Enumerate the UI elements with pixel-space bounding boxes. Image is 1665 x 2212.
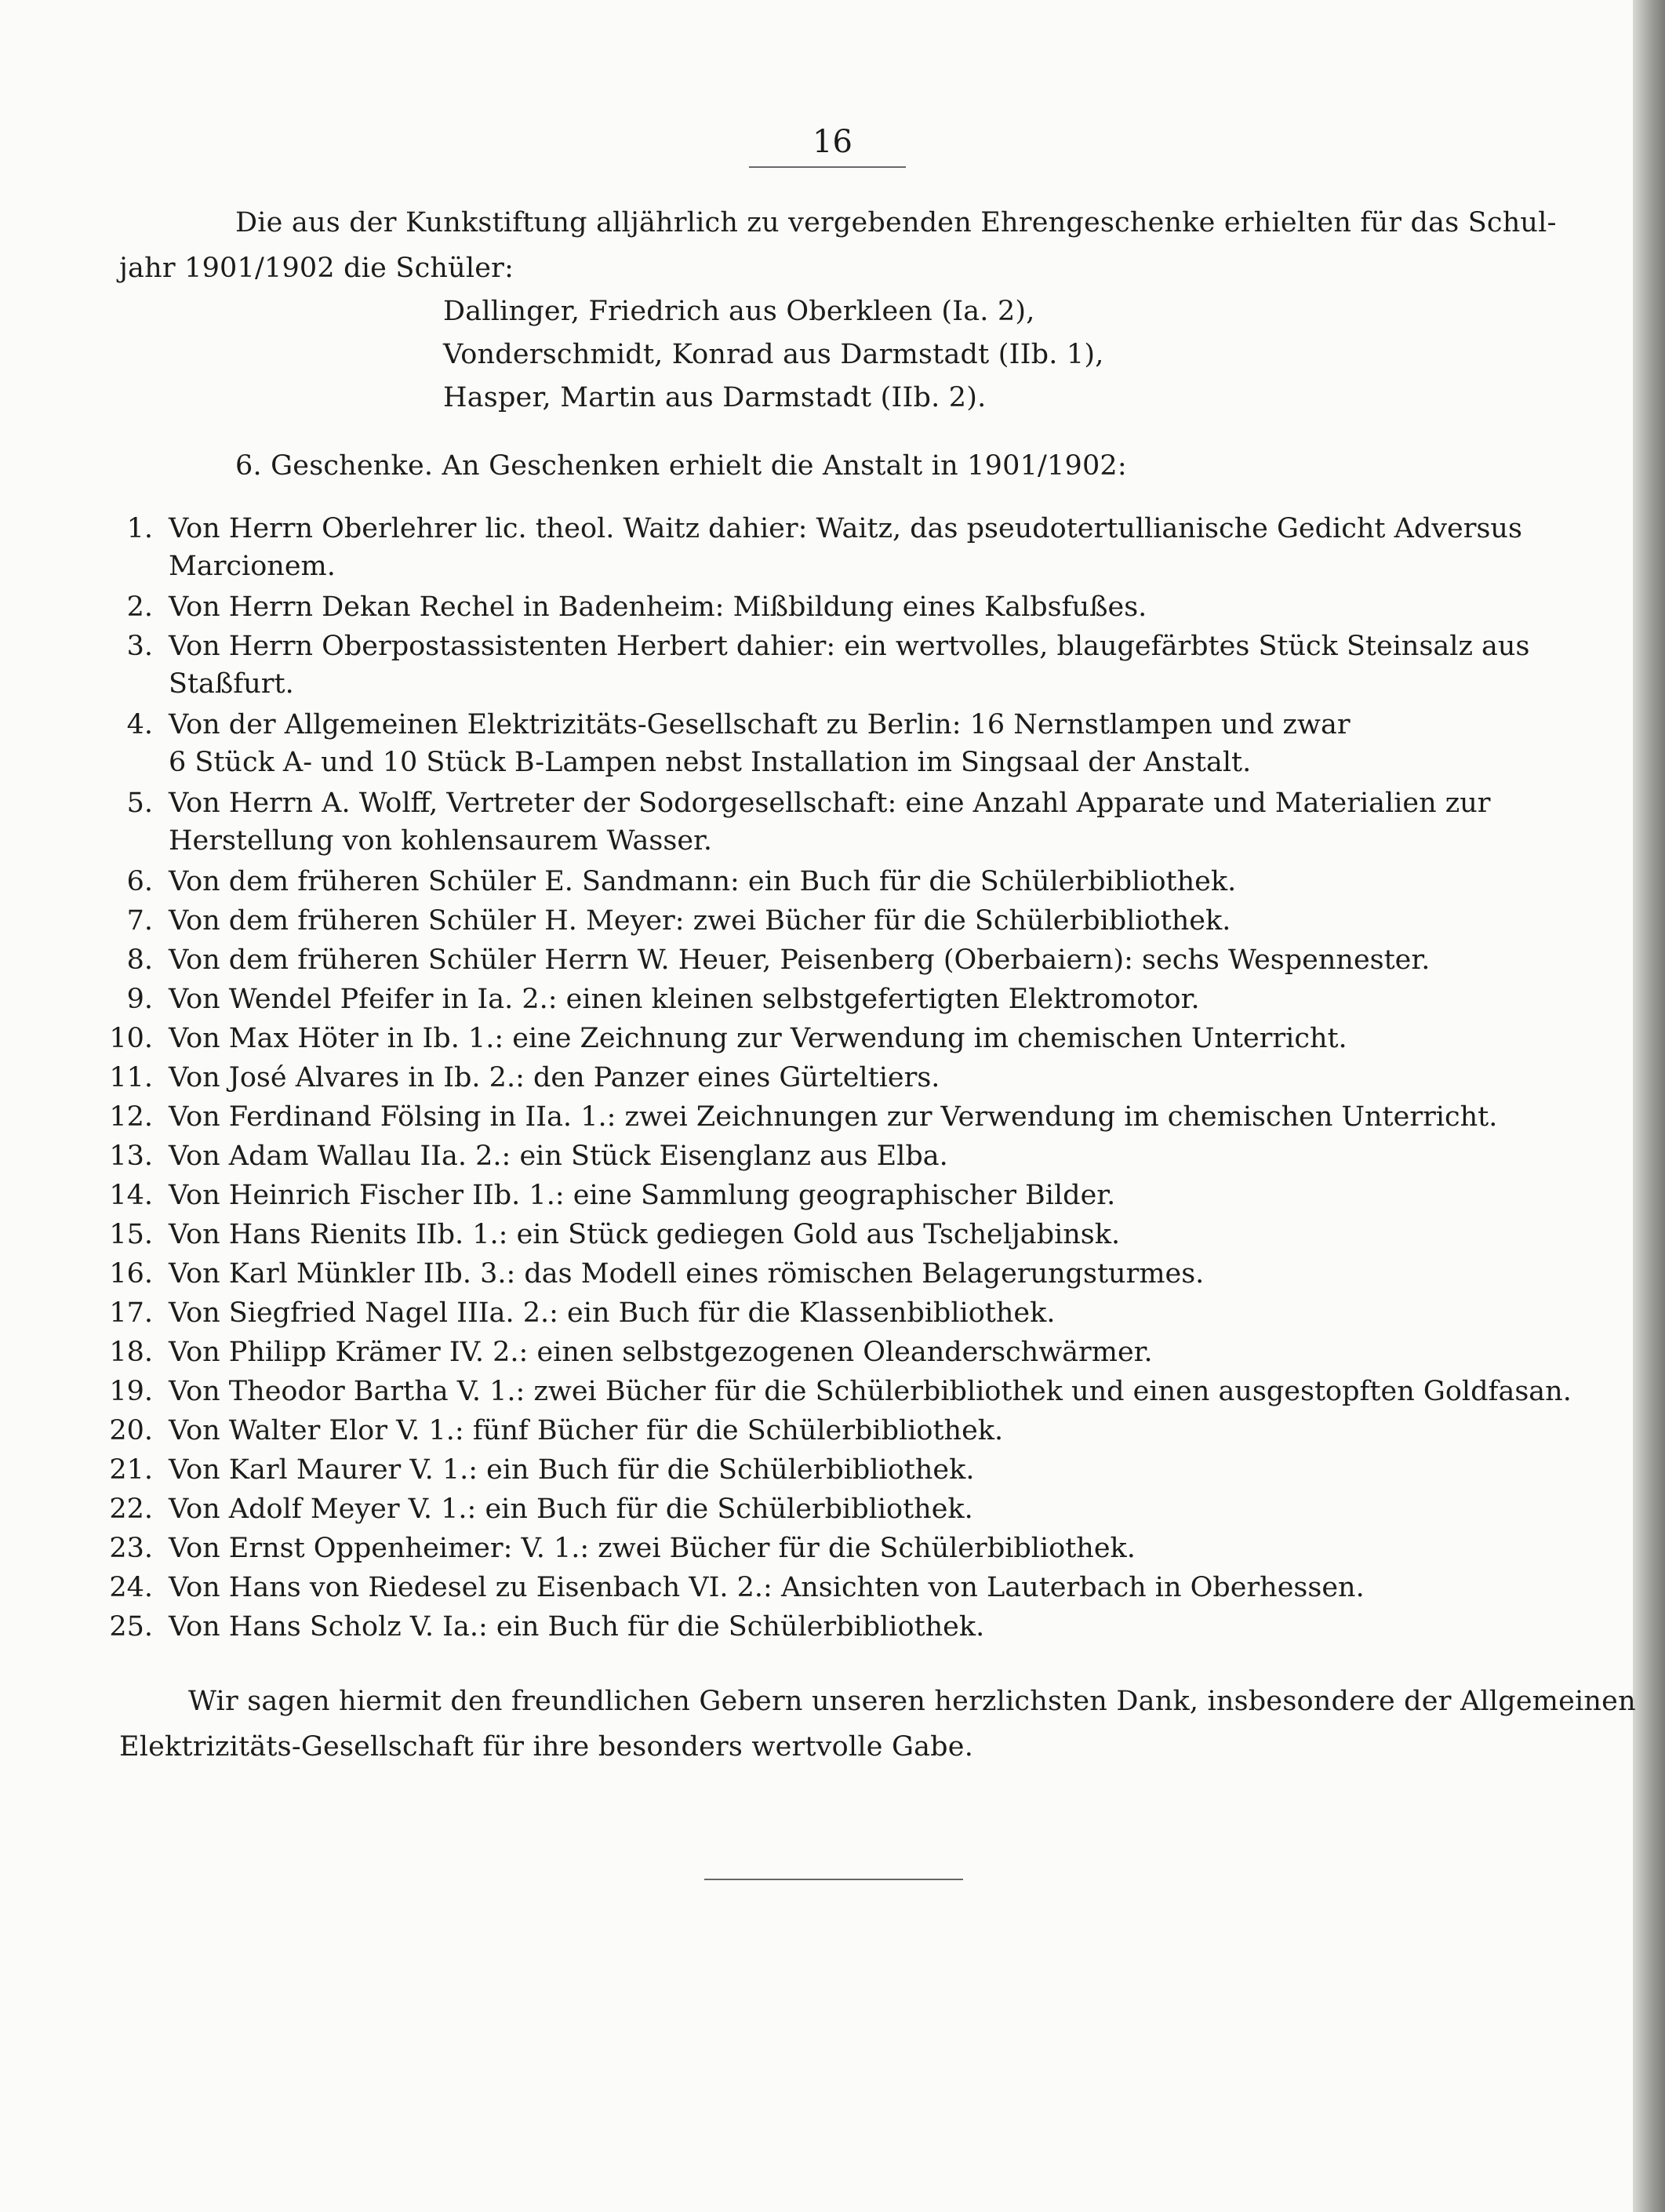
gift-number: 13. <box>109 1141 153 1172</box>
gift-text: Von Ernst Oppenheimer: V. 1.: zwei Bücher für die Schülerbibliothek. <box>169 1533 1136 1564</box>
gift-number: 7. <box>126 905 153 937</box>
closing-divider <box>704 1879 963 1880</box>
gift-text: Von Hans von Riedesel zu Eisenbach VI. 2.: Ansichten von Lauterbach in Oberhessen. <box>169 1572 1365 1603</box>
gift-number: 4. <box>126 709 153 740</box>
gift-text: Von Adolf Meyer V. 1.: ein Buch für die Schülerbibliothek. <box>169 1493 973 1525</box>
gift-number: 6. <box>126 866 153 897</box>
gift-number: 16. <box>109 1258 153 1290</box>
gift-number: 22. <box>109 1493 153 1525</box>
gift-text: Von Herrn Oberpostassistenten Herbert dahier: ein wertvolles, blaugefärbtes Stück Steinsalz aus <box>169 631 1530 662</box>
gift-number: 8. <box>126 944 153 976</box>
gift-text: Von Ferdinand Fölsing in IIa. 1.: zwei Zeichnungen zur Verwendung im chemischen Unterricht. <box>169 1101 1498 1133</box>
gift-number: 17. <box>109 1297 153 1329</box>
gift-number: 14. <box>109 1180 153 1211</box>
awardee-3: Hasper, Martin aus Darmstadt (IIb. 2). <box>443 382 987 413</box>
gift-text: Von dem früheren Schüler Herrn W. Heuer, Peisenberg (Oberbaiern): sechs Wespennester. <box>169 944 1431 976</box>
page-edge-shadow <box>1633 0 1665 2212</box>
closing-line-2: Elektrizitäts-Gesellschaft für ihre besonders wertvolle Gabe. <box>119 1731 974 1763</box>
page-number: 16 <box>813 124 852 160</box>
gift-text: Von Hans Scholz V. Ia.: ein Buch für die Schülerbibliothek. <box>169 1611 985 1643</box>
awardee-1: Dallinger, Friedrich aus Oberkleen (Ia. 2), <box>443 296 1035 327</box>
gift-number: 25. <box>109 1611 153 1643</box>
gift-text: Von Herrn Oberlehrer lic. theol. Waitz dahier: Waitz, das pseudotertullianische Gedicht Adversus <box>169 513 1522 544</box>
gift-text: Von Theodor Bartha V. 1.: zwei Bücher für die Schülerbibliothek und einen ausgestopften Goldfasan. <box>169 1376 1572 1407</box>
gift-text: Von Max Höter in Ib. 1.: eine Zeichnung zur Verwendung im chemischen Unterricht. <box>169 1023 1347 1054</box>
gift-number: 9. <box>126 984 153 1015</box>
gift-text: Von Karl Münkler IIb. 3.: das Modell eines römischen Belagerungsturmes. <box>169 1258 1205 1290</box>
gift-number: 3. <box>126 631 153 662</box>
intro-line-2: jahr 1901/1902 die Schüler: <box>119 253 514 284</box>
gift-number: 1. <box>126 513 153 544</box>
gift-number: 19. <box>109 1376 153 1407</box>
gift-number: 5. <box>126 788 153 819</box>
gift-number: 12. <box>109 1101 153 1133</box>
gift-text: Von Philipp Krämer IV. 2.: einen selbstgezogenen Oleanderschwärmer. <box>169 1337 1153 1368</box>
gift-number: 10. <box>109 1023 153 1054</box>
section-heading: 6. Geschenke. <box>235 450 434 482</box>
header-divider <box>749 166 906 168</box>
gift-text-cont: 6 Stück A- und 10 Stück B-Lampen nebst Installation im Singsaal der Anstalt. <box>169 747 1252 778</box>
gift-text: Von dem früheren Schüler E. Sandmann: ein Buch für die Schülerbibliothek. <box>169 866 1237 897</box>
gift-text: Von Heinrich Fischer IIb. 1.: eine Sammlung geographischer Bilder. <box>169 1180 1116 1211</box>
gift-text-cont: Marcionem. <box>169 551 336 582</box>
closing-line-1: Wir sagen hiermit den freundlichen Gebern unseren herzlichsten Dank, insbesondere der Allgemeinen <box>188 1686 1636 1717</box>
gift-number: 21. <box>109 1454 153 1486</box>
gift-text-cont: Herstellung von kohlensaurem Wasser. <box>169 825 713 857</box>
section-intro: An Geschenken erhielt die Anstalt in 1901/1902: <box>442 450 1127 482</box>
gift-text: Von Wendel Pfeifer in Ia. 2.: einen kleinen selbstgefertigten Elektromotor. <box>169 984 1200 1015</box>
gift-text: Von Herrn A. Wolff, Vertreter der Sodorgesellschaft: eine Anzahl Apparate und Materialien zur <box>169 788 1491 819</box>
gift-number: 18. <box>109 1337 153 1368</box>
gift-number: 15. <box>109 1219 153 1250</box>
gift-number: 11. <box>109 1062 153 1093</box>
gift-number: 24. <box>109 1572 153 1603</box>
intro-line-1: Die aus der Kunkstiftung alljährlich zu vergebenden Ehrengeschenke erhielten für das Schul- <box>235 207 1557 238</box>
gift-text: Von Walter Elor V. 1.: fünf Bücher für die Schülerbibliothek. <box>169 1415 1004 1446</box>
gift-text: Von dem früheren Schüler H. Meyer: zwei Bücher für die Schülerbibliothek. <box>169 905 1231 937</box>
gift-text: Von Karl Maurer V. 1.: ein Buch für die Schülerbibliothek. <box>169 1454 975 1486</box>
gift-text: Von Hans Rienits IIb. 1.: ein Stück gediegen Gold aus Tscheljabinsk. <box>169 1219 1121 1250</box>
gift-text: Von Herrn Dekan Rechel in Badenheim: Mißbildung eines Kalbsfußes. <box>169 591 1147 623</box>
gift-number: 20. <box>109 1415 153 1446</box>
gift-number: 23. <box>109 1533 153 1564</box>
awardee-2: Vonderschmidt, Konrad aus Darmstadt (IIb. 1), <box>443 339 1104 370</box>
gift-text: Von Siegfried Nagel IIIa. 2.: ein Buch für die Klassenbibliothek. <box>169 1297 1056 1329</box>
gift-text-cont: Staßfurt. <box>169 668 294 700</box>
gift-text: Von José Alvares in Ib. 2.: den Panzer eines Gürteltiers. <box>169 1062 940 1093</box>
gift-number: 2. <box>126 591 153 623</box>
gift-text: Von der Allgemeinen Elektrizitäts-Gesellschaft zu Berlin: 16 Nernstlampen und zwar <box>169 709 1351 740</box>
gift-text: Von Adam Wallau IIa. 2.: ein Stück Eisenglanz aus Elba. <box>169 1141 948 1172</box>
section-heading-row <box>235 443 1127 489</box>
